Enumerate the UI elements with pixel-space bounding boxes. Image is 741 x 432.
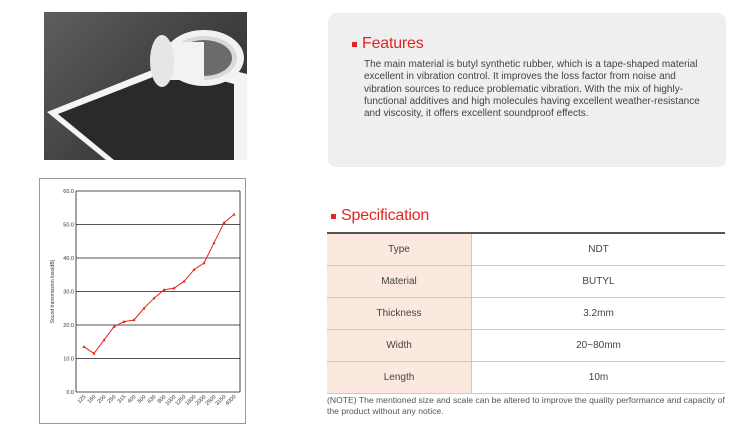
spec-row: [327, 298, 725, 330]
x-tick-label: 125: [76, 394, 88, 405]
x-tick-label: 1250: [174, 394, 188, 408]
spec-value: BUTYL: [472, 266, 726, 298]
spec-value: 10m: [472, 362, 726, 394]
x-tick-label: 160: [86, 394, 98, 405]
sound-loss-chart: [39, 178, 246, 424]
data-point: [232, 213, 235, 216]
spec-row: [327, 266, 725, 298]
x-tick-label: 200: [96, 394, 108, 405]
spec-row: [327, 362, 725, 394]
y-tick-label: 0.0: [66, 390, 74, 396]
x-tick-label: 250: [106, 394, 118, 405]
x-tick-label: 3150: [214, 394, 228, 408]
spec-value: 20~80mm: [472, 330, 726, 362]
y-axis-label: Sound transmission loss(dB): [50, 259, 56, 324]
x-tick-label: 800: [156, 394, 168, 405]
features-heading: [352, 35, 704, 53]
features-title: Features: [362, 35, 424, 52]
y-tick-label: 40.0: [63, 256, 74, 262]
specification-heading: [331, 207, 429, 225]
x-tick-label: 630: [146, 394, 158, 405]
spec-label: Material: [327, 266, 472, 298]
x-tick-label: 2500: [204, 394, 218, 408]
specification-table: [327, 232, 725, 394]
product-photo: [44, 12, 247, 160]
y-tick-label: 60.0: [63, 189, 74, 195]
spec-label: Length: [327, 362, 472, 394]
data-point: [82, 345, 85, 348]
y-tick-label: 50.0: [63, 222, 74, 229]
specification-title: Specification: [341, 207, 430, 224]
y-tick-label: 20.0: [63, 323, 74, 329]
features-panel: [328, 13, 726, 167]
heading-bullet-icon: [331, 214, 336, 219]
spec-value: NDT: [472, 233, 726, 266]
y-tick-label: 30.0: [63, 289, 74, 296]
spec-row: [327, 233, 725, 266]
x-tick-label: 4000: [224, 394, 238, 408]
series-line: [84, 214, 234, 353]
x-tick-label: 2000: [194, 394, 208, 408]
spec-note: (NOTE) The mentioned size and scale can be altered to improve the quality performance and capacity of the product without any notice.: [327, 395, 725, 416]
spec-value: 3.2mm: [472, 298, 726, 330]
x-tick-label: 400: [126, 394, 138, 405]
x-tick-label: 500: [136, 394, 148, 405]
spec-label: Type: [327, 233, 472, 266]
x-tick-label: 1600: [184, 394, 198, 408]
spec-row: [327, 330, 725, 362]
heading-bullet-icon: [352, 42, 357, 47]
features-description: The main material is butyl synthetic rubber, which is a tape-shaped material excellent in vibration control. It improves the loss factor from noise and vibration sources to reduce problematic vibration. With the mix of highly-functional additives and high molecules having excellent weather-resistance and viscosity, it offers excellent soundproof effects.: [364, 59, 700, 120]
x-tick-label: 1000: [164, 394, 178, 408]
y-tick-label: 10.0: [63, 356, 74, 363]
chart-canvas: [40, 179, 247, 425]
spec-label: Thickness: [327, 298, 472, 330]
spec-label: Width: [327, 330, 472, 362]
x-tick-label: 315: [116, 394, 128, 405]
